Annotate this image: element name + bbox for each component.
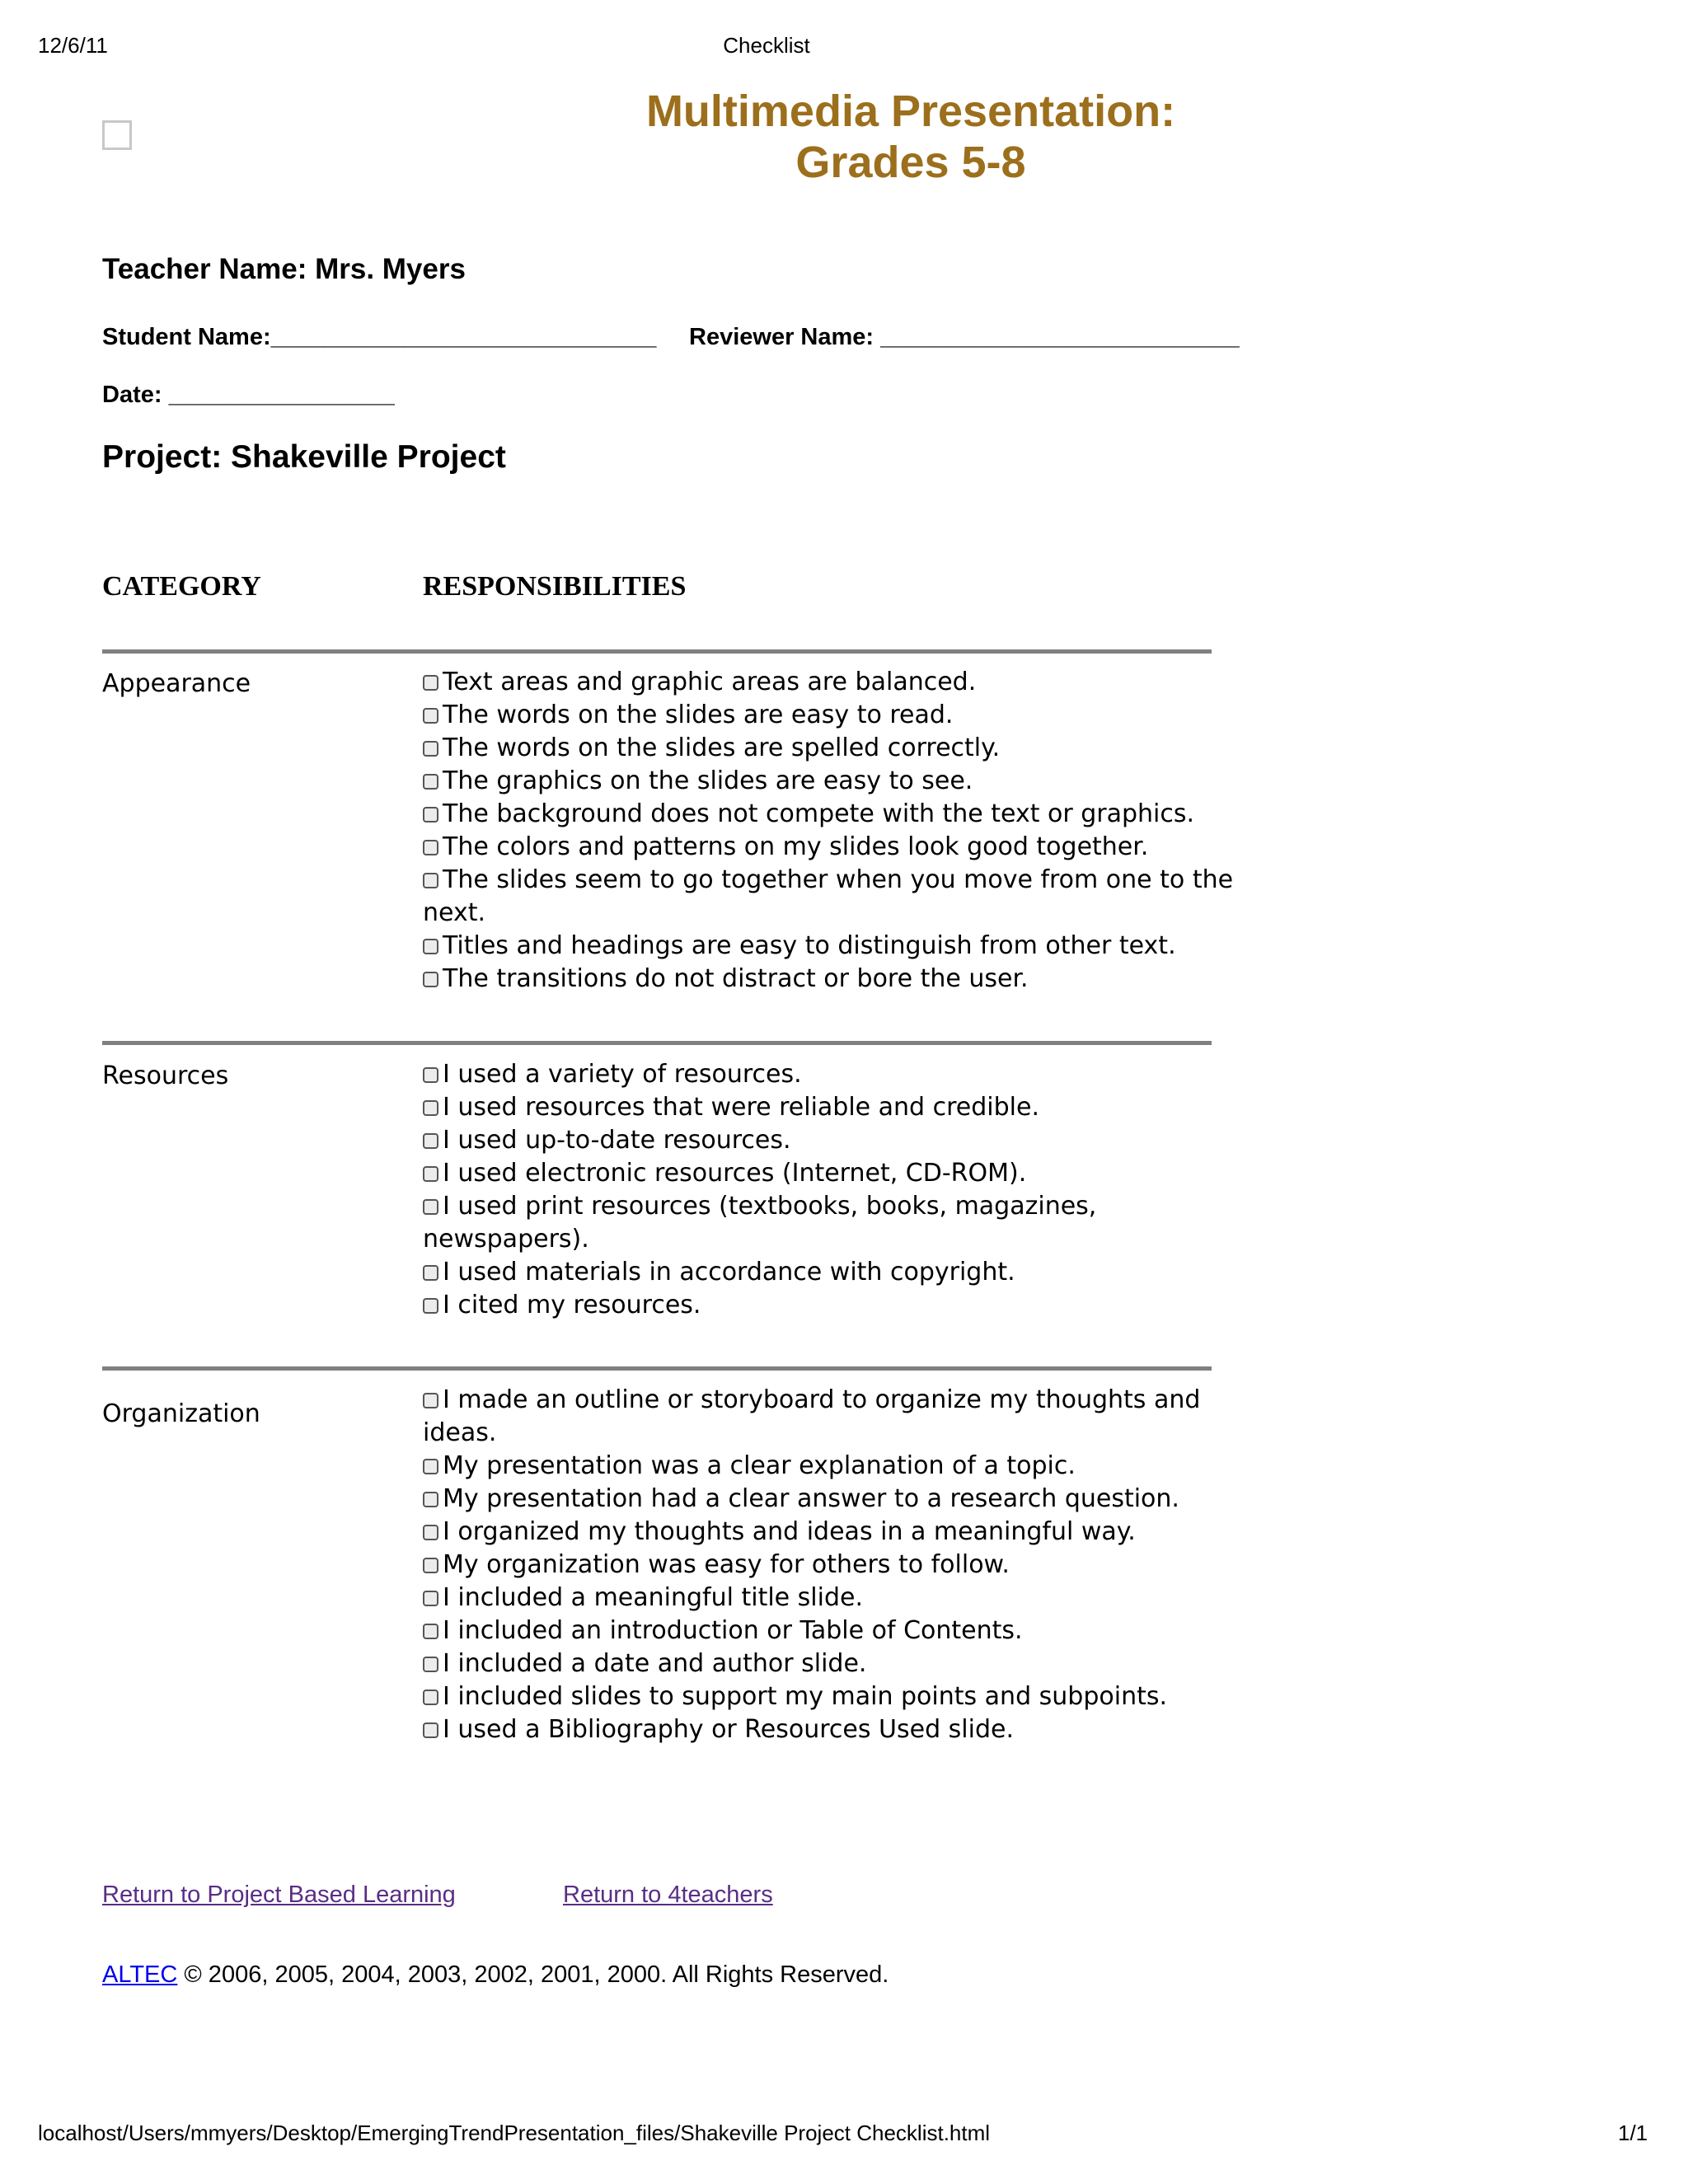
checklist-item: I used a variety of resources. [423,1058,1235,1091]
reviewer-name-field: Reviewer Name: ___________________________ [689,324,1240,350]
checkbox-icon[interactable] [423,741,438,757]
checkbox-icon[interactable] [423,1690,438,1705]
copyright-notice [102,1961,889,1989]
checklist-item: Titles and headings are easy to distinguish from other text. [423,930,1235,963]
teacher-name: Teacher Name: Mrs. Myers [102,253,466,285]
checkbox-icon[interactable] [423,1722,438,1738]
checklist-item: I used print resources (textbooks, books, magazines, newspapers). [423,1192,1097,1254]
checklist-item: I made an outline or storyboard to organize my thoughts and ideas. [423,1385,1201,1447]
checklist-item: The graphics on the slides are easy to see. [423,765,1235,798]
print-header-date: 12/6/11 [38,33,108,58]
checklist-item: The words on the slides are easy to read. [423,699,1235,732]
checklist-item: I used resources that were reliable and credible. [423,1091,1235,1124]
checkbox-icon[interactable] [423,1558,438,1573]
category-label: Appearance [102,669,251,698]
project-title: Project: Shakeville Project [102,439,506,475]
checklist-appearance [423,666,1235,996]
checklist-item: I organized my thoughts and ideas in a meaningful way. [423,1516,1235,1549]
section-divider [102,1366,1212,1371]
checklist-item: The colors and patterns on my slides look good together. [423,831,1235,864]
print-footer-url: localhost/Users/mmyers/Desktop/EmergingTrendPresentation_files/Shakeville Project Checklist.html [38,2121,991,2145]
category-label: Organization [102,1399,260,1428]
page-title-line1: Multimedia Presentation: [645,87,1176,136]
checkbox-icon[interactable] [423,939,438,954]
checklist-item: I used up-to-date resources. [423,1124,1235,1157]
checkbox-icon[interactable] [423,1591,438,1606]
checkbox-icon[interactable] [423,675,438,691]
checklist-item: I included a meaningful title slide. [423,1582,1235,1615]
checklist-item: I used materials in accordance with copyright. [423,1256,1235,1289]
checkbox-icon[interactable] [423,708,438,724]
checklist-item: The words on the slides are spelled correctly. [423,732,1235,765]
date-field: Date: _________________ [102,382,395,408]
print-header-title: Checklist [723,33,810,58]
checkbox-icon[interactable] [423,1492,438,1507]
checkbox-icon[interactable] [423,1100,438,1116]
checkbox-icon[interactable] [423,1298,438,1314]
student-name-field: Student Name:_____________________________ [102,324,657,350]
column-header-category: CATEGORY [102,571,261,602]
page-title [495,86,1327,188]
checkbox-icon[interactable] [423,972,438,987]
checkbox-icon[interactable] [423,1133,438,1149]
print-footer-page: 1/1 [1618,2121,1648,2145]
checklist-item: My presentation had a clear answer to a research question. [423,1483,1235,1516]
checklist-resources [423,1058,1235,1322]
column-header-responsibilities: RESPONSIBILITIES [423,571,687,602]
logo-placeholder-icon [102,120,132,150]
checkbox-icon[interactable] [423,1657,438,1672]
section-divider [102,1041,1212,1045]
return-to-4teachers-link[interactable]: Return to 4teachers [563,1882,773,1908]
category-label: Resources [102,1062,229,1090]
checklist-item: My organization was easy for others to follow. [423,1549,1235,1582]
checklist-item: Text areas and graphic areas are balanced. [423,666,1235,699]
checkbox-icon[interactable] [423,807,438,823]
checklist-item: The background does not compete with the text or graphics. [423,798,1235,831]
checklist-item: I cited my resources. [423,1289,1235,1322]
checklist-item: I used electronic resources (Internet, CD-ROM). [423,1157,1235,1190]
checkbox-icon[interactable] [423,1624,438,1639]
checklist-item: The slides seem to go together when you move from one to the next. [423,865,1234,927]
section-divider [102,649,1212,654]
checkbox-icon[interactable] [423,774,438,790]
checkbox-icon[interactable] [423,1525,438,1540]
checkbox-icon[interactable] [423,873,438,888]
checklist-item: I included slides to support my main points and subpoints. [423,1680,1235,1713]
checkbox-icon[interactable] [423,1199,438,1215]
page-title-line2: Grades 5-8 [795,138,1026,187]
copyright-text: © 2006, 2005, 2004, 2003, 2002, 2001, 2000. All Rights Reserved. [177,1961,889,1988]
checkbox-icon[interactable] [423,1067,438,1083]
altec-link[interactable]: ALTEC [102,1961,178,1988]
checkbox-icon[interactable] [423,840,438,855]
checklist-item: The transitions do not distract or bore the user. [423,963,1235,996]
checkbox-icon[interactable] [423,1265,438,1281]
return-to-pbl-link[interactable]: Return to Project Based Learning [102,1882,456,1908]
checklist-item: My presentation was a clear explanation of a topic. [423,1450,1235,1483]
checklist-item: I included a date and author slide. [423,1647,1235,1680]
checkbox-icon[interactable] [423,1393,438,1408]
checkbox-icon[interactable] [423,1459,438,1474]
checklist-organization [423,1384,1235,1746]
checklist-item: I used a Bibliography or Resources Used slide. [423,1713,1235,1746]
checklist-item: I included an introduction or Table of Contents. [423,1615,1235,1647]
checkbox-icon[interactable] [423,1166,438,1182]
